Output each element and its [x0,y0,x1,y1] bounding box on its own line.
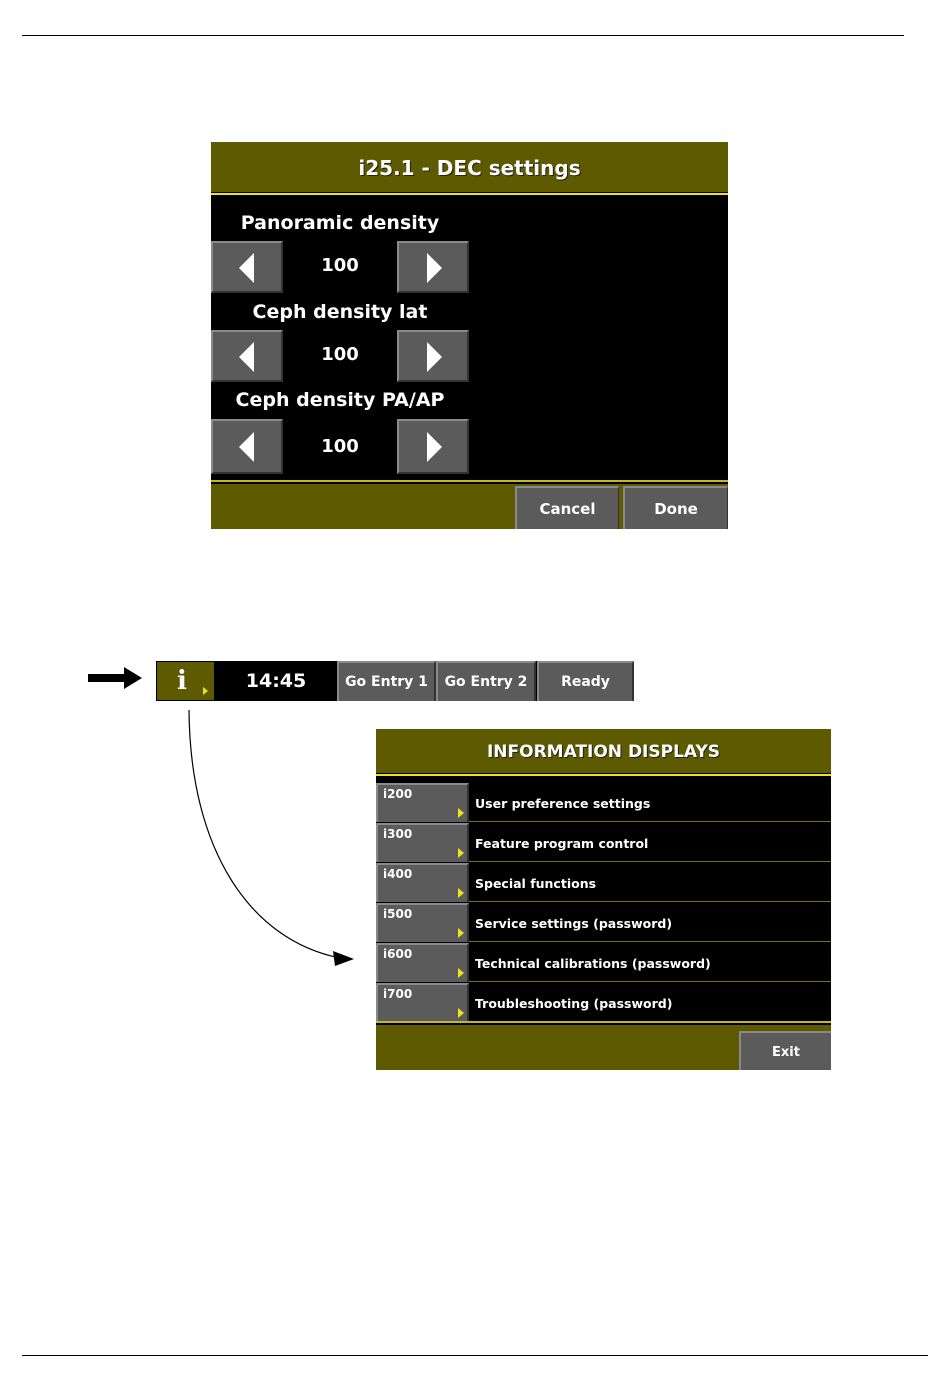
menu-item-label: Technical calibrations (password) [475,956,711,971]
info-panel-title: INFORMATION DISPLAYS [376,729,831,773]
footer-divider [376,1021,831,1023]
menu-item-label: Feature program control [475,836,649,851]
submenu-triangle-icon [458,848,464,858]
menu-item-label: Troubleshooting (password) [475,996,673,1011]
info-icon: i [177,666,187,696]
ceph-lat-increase-button[interactable] [397,330,469,382]
list-item [376,903,831,942]
submenu-triangle-icon [458,1008,464,1018]
bottom-rule [22,1355,928,1356]
menu-code: i200 [383,787,413,801]
done-button[interactable]: Done [623,486,728,529]
status-bar [156,661,634,701]
menu-code: i600 [383,947,413,961]
dec-panel-title: i25.1 - DEC settings [211,142,728,192]
connector-line [189,710,340,958]
menu-item-i700-button[interactable] [376,983,469,1022]
ceph-lat-decrease-button[interactable] [211,330,283,382]
setting-label-panoramic: Panoramic density [240,212,440,234]
submenu-triangle-icon [458,928,464,938]
info-button[interactable] [156,661,215,701]
go-entry-1-button[interactable]: Go Entry 1 [337,661,436,701]
menu-item-label: Special functions [475,876,597,891]
pointer-arrow-icon [124,667,142,689]
footer-divider [211,480,728,482]
setting-label-ceph-pa: Ceph density PA/AP [235,389,445,411]
clock-display: 14:45 [245,670,307,692]
header-divider [376,774,831,776]
arrow-right-icon [427,432,442,462]
list-item [376,863,831,902]
menu-code: i400 [383,867,413,881]
submenu-triangle-icon [458,888,464,898]
ceph-pa-increase-button[interactable] [397,419,469,474]
top-rule [22,35,904,36]
menu-item-i500-button[interactable] [376,903,469,942]
arrow-left-icon [239,432,254,462]
menu-item-label: Service settings (password) [475,916,673,931]
connector-arrow-icon [333,951,354,966]
menu-code: i300 [383,827,413,841]
go-entry-2-button[interactable]: Go Entry 2 [436,661,536,701]
menu-item-i400-button[interactable] [376,863,469,902]
setting-label-ceph-lat: Ceph density lat [252,301,428,323]
setting-value-ceph-pa: 100 [321,436,359,457]
ready-button[interactable]: Ready [537,661,634,701]
arrow-left-icon [239,253,254,283]
arrow-right-icon [427,342,442,372]
menu-item-i300-button[interactable] [376,823,469,862]
submenu-triangle-icon [458,808,464,818]
submenu-triangle-icon [458,968,464,978]
submenu-triangle-icon [203,687,208,695]
setting-value-panoramic: 100 [321,255,359,276]
list-item [376,823,831,862]
pointer-arrow-shaft [88,674,126,682]
menu-code: i500 [383,907,413,921]
panoramic-decrease-button[interactable] [211,241,283,293]
arrow-right-icon [427,253,442,283]
list-item [376,983,831,1022]
dec-settings-panel [211,142,728,529]
information-displays-panel [376,729,831,1070]
list-item [376,783,831,822]
exit-button[interactable]: Exit [739,1031,831,1070]
cancel-button[interactable]: Cancel [515,486,619,529]
menu-item-label: User preference settings [475,796,651,811]
ceph-pa-decrease-button[interactable] [211,419,283,474]
menu-item-i600-button[interactable] [376,943,469,982]
setting-value-ceph-lat: 100 [321,344,359,365]
header-divider [211,193,728,195]
menu-item-i200-button[interactable] [376,783,469,822]
panoramic-increase-button[interactable] [397,241,469,293]
menu-code: i700 [383,987,413,1001]
arrow-left-icon [239,342,254,372]
list-item [376,943,831,982]
